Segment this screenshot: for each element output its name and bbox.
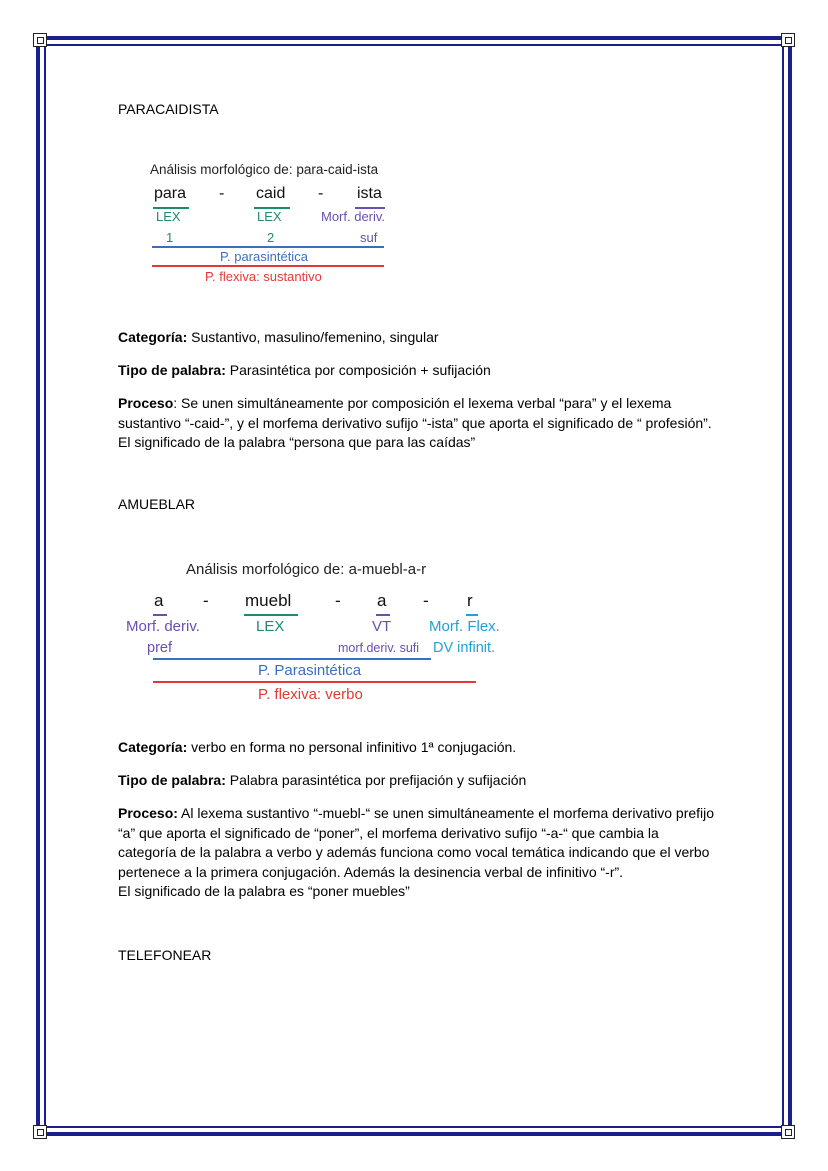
segment-para: para bbox=[154, 185, 187, 202]
section-heading-telefonear: TELEFONEAR bbox=[118, 947, 212, 963]
categoria-line bbox=[118, 738, 516, 758]
diagram-title: Análisis morfológico de: a-muebl-a-r bbox=[186, 561, 427, 578]
role-lex-2: LEX bbox=[257, 209, 282, 224]
band-label-flexiva: P. flexiva: sustantivo bbox=[205, 269, 322, 284]
proceso-label: Proceso: bbox=[118, 805, 178, 821]
role-morf-flex: Morf. Flex. bbox=[429, 618, 500, 635]
underline-deriv bbox=[153, 614, 167, 616]
categoria-text: verbo en forma no personal infinitivo 1ª conjugación. bbox=[187, 739, 517, 755]
band-line-flexiva bbox=[152, 265, 384, 267]
proceso-paragraph bbox=[118, 394, 718, 453]
corner-ornament-bottom-left bbox=[33, 1125, 47, 1139]
segment-separator: - bbox=[203, 591, 209, 610]
categoria-line bbox=[118, 328, 439, 348]
underline-lex bbox=[244, 614, 298, 616]
subrole-morf-deriv-sufi: morf.deriv. sufi bbox=[338, 641, 420, 655]
segment-separator: - bbox=[219, 185, 225, 202]
subrole-suf: suf bbox=[360, 230, 378, 245]
categoria-text: Sustantivo, masulino/femenino, singular bbox=[187, 329, 439, 345]
tipo-label: Tipo de palabra: bbox=[118, 772, 226, 788]
segment-a-prefix: a bbox=[154, 591, 164, 610]
segment-muebl: muebl bbox=[245, 591, 292, 610]
categoria-label: Categoría: bbox=[118, 329, 188, 345]
band-label-parasintetica: P. Parasintética bbox=[258, 662, 362, 679]
band-label-parasintetica: P. parasintética bbox=[220, 249, 308, 264]
corner-ornament-top-right bbox=[781, 33, 795, 47]
role-morf-deriv: Morf. deriv. bbox=[126, 618, 200, 635]
subrole-pref: pref bbox=[147, 640, 172, 656]
section-heading-paracaidista: PARACAIDISTA bbox=[118, 101, 219, 117]
role-lex-1: LEX bbox=[156, 209, 181, 224]
corner-ornament-top-left bbox=[33, 33, 47, 47]
underline-vt bbox=[376, 614, 390, 616]
tipo-text: Parasintética por composición + sufijación bbox=[225, 362, 491, 378]
section-heading-amueblar: AMUEBLAR bbox=[118, 496, 196, 512]
subrole-dv-infinit: DV infinit. bbox=[433, 640, 496, 656]
band-line-flexiva bbox=[153, 681, 476, 683]
proceso-label: Proceso bbox=[118, 395, 174, 411]
segment-separator: - bbox=[318, 185, 324, 202]
role-lex: LEX bbox=[256, 618, 285, 635]
subrole-2: 2 bbox=[267, 230, 275, 245]
segment-caid: caid bbox=[256, 185, 286, 202]
segment-separator: - bbox=[335, 591, 341, 610]
underline-flex bbox=[466, 614, 478, 616]
segment-ista: ista bbox=[357, 185, 382, 202]
role-vt: VT bbox=[372, 618, 392, 635]
tipo-text: Palabra parasintética por prefijación y sufijación bbox=[225, 772, 527, 788]
band-line-parasintetica bbox=[152, 246, 384, 248]
proceso-text: : Se unen simultáneamente por composición el lexema verbal “para” y el lexema sustantivo “-caid-”, y el morfema derivativo sufijo “-ista” que aporta el significado de “ profesión”. bbox=[118, 395, 712, 431]
segment-separator: - bbox=[423, 591, 429, 610]
role-morf-deriv: Morf. deriv. bbox=[321, 209, 386, 224]
tipo-line bbox=[118, 771, 526, 791]
segment-r: r bbox=[467, 591, 473, 610]
proceso-paragraph bbox=[118, 804, 718, 902]
significado-text: El significado de la palabra “persona que para las caídas” bbox=[118, 434, 476, 450]
subrole-1: 1 bbox=[166, 230, 174, 245]
band-label-flexiva: P. flexiva: verbo bbox=[258, 686, 363, 703]
categoria-label: Categoría: bbox=[118, 739, 188, 755]
tipo-label: Tipo de palabra: bbox=[118, 362, 226, 378]
significado-text: El significado de la palabra es “poner muebles” bbox=[118, 883, 410, 899]
corner-ornament-bottom-right bbox=[781, 1125, 795, 1139]
diagram-title: Análisis morfológico de: para-caid-ista bbox=[150, 162, 379, 177]
segment-a-vt: a bbox=[377, 591, 387, 610]
proceso-text: Al lexema sustantivo “-muebl-“ se unen simultáneamente el morfema derivativo prefijo “a” que aporta el significado de “poner”, el morfema derivativo sufijo “-a-“ que cambia la categoría de la palabra a verbo y además funciona como vocal temática indicando que el verbo pertenece a la primera conjugación. Además la desinencia verbal de infinitivo “-r”. bbox=[118, 805, 715, 880]
band-line-parasintetica bbox=[153, 658, 431, 660]
tipo-line bbox=[118, 361, 491, 381]
